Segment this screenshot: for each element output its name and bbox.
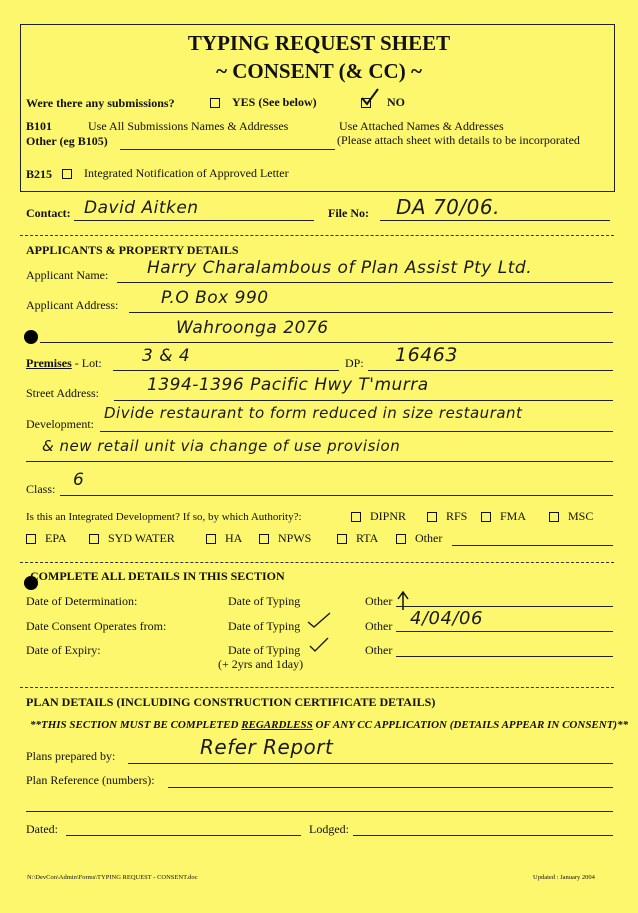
page-subtitle: ~ CONSENT (& CC) ~ (216, 59, 422, 83)
submissions-no-option[interactable] (361, 95, 405, 110)
other-field-1[interactable] (396, 606, 613, 607)
submissions-question: Were there any submissions? (26, 96, 175, 110)
street-address-value: 1394-1396 Pacific Hwy T'murra (147, 375, 429, 395)
authority-label: DIPNR (370, 509, 407, 523)
development-value-2: & new retail unit via change of use provision (42, 437, 401, 455)
authority-checkbox[interactable] (351, 512, 361, 522)
class-field[interactable] (60, 495, 613, 496)
authority-checkbox[interactable] (89, 534, 99, 544)
authority-checkbox[interactable] (337, 534, 347, 544)
yes-label: YES (See below) (232, 95, 317, 109)
arrow-up-icon (395, 590, 411, 612)
file-no-field[interactable] (380, 220, 610, 221)
plan-reference-label: Plan Reference (numbers): (26, 773, 155, 787)
applicant-address-value-2: Wahroonga 2076 (176, 318, 329, 338)
applicant-address-field[interactable] (129, 312, 613, 313)
plan-notice (30, 719, 628, 731)
authority-msc[interactable] (549, 509, 593, 524)
tick-icon (308, 636, 330, 654)
applicant-name-label: Applicant Name: (26, 268, 109, 282)
lot-label: - Lot: (74, 356, 102, 370)
details-section-title: COMPLETE ALL DETAILS IN THIS SECTION (30, 569, 285, 583)
file-no-value: DA 70/06. (396, 195, 500, 219)
authority-label: RTA (356, 531, 379, 545)
section-divider (20, 562, 614, 563)
authority-label: SYD WATER (108, 531, 175, 545)
street-address-field[interactable] (114, 400, 613, 401)
typing-label-2: Date of Typing (228, 619, 301, 633)
section-divider (20, 687, 614, 688)
applicants-section-title: APPLICANTS & PROPERTY DETAILS (26, 243, 239, 257)
page-title: TYPING REQUEST SHEET (187, 31, 451, 55)
other-label-2: Other (365, 619, 393, 633)
b215-option[interactable] (62, 166, 289, 181)
other-field-3[interactable] (396, 656, 613, 657)
development-label: Development: (26, 417, 94, 431)
lot-value: 3 & 4 (142, 346, 191, 366)
authority-epa[interactable] (26, 531, 67, 546)
b215-code: B215 (26, 167, 53, 181)
authority-checkbox[interactable] (206, 534, 216, 544)
footer-path: N:\DevCon\Admin\Forms\TYPING REQUEST - CONSENT.doc (27, 874, 198, 881)
integrated-question: Is this an Integrated Development? If so, by which Authority?: (26, 511, 302, 523)
no-label: NO (387, 95, 405, 109)
plan-reference-field-2[interactable] (26, 811, 613, 812)
authority-npws[interactable] (259, 531, 311, 546)
premises-label: Premises (26, 356, 72, 370)
development-value: Divide restaurant to form reduced in size restaurant (104, 404, 523, 422)
submissions-yes-option[interactable] (210, 95, 317, 110)
contact-field[interactable] (74, 220, 314, 221)
lot-field[interactable] (113, 370, 339, 371)
authority-label: FMA (500, 509, 527, 523)
lodged-label: Lodged: (309, 822, 349, 836)
typing-note: (+ 2yrs and 1day) (218, 657, 304, 671)
attached-line1: Use Attached Names & Addresses (339, 119, 504, 133)
punch-hole-mark (24, 330, 38, 344)
plan-notice-post: OF ANY CC APPLICATION (DETAILS APPEAR IN CONSENT)** (315, 719, 629, 731)
development-field-2[interactable] (26, 461, 613, 462)
authority-label: HA (225, 531, 243, 545)
determination-label: Date of Determination: (26, 594, 138, 608)
authority-checkbox[interactable] (396, 534, 406, 544)
attached-line2: (Please attach sheet with details to be incorporated (337, 133, 580, 147)
authority-checkbox[interactable] (427, 512, 437, 522)
expiry-label: Date of Expiry: (26, 643, 101, 657)
other-value-2: 4/04/06 (410, 608, 483, 629)
plan-reference-field[interactable] (168, 787, 613, 788)
lodged-field[interactable] (353, 835, 613, 836)
class-label: Class: (26, 482, 56, 496)
dp-value: 16463 (395, 344, 458, 366)
authority-rfs[interactable] (427, 509, 467, 524)
street-address-label: Street Address: (26, 386, 99, 400)
dated-label: Dated: (26, 822, 58, 836)
footer-updated: Updated : January 2004 (533, 874, 595, 881)
plans-prepared-field[interactable] (128, 763, 613, 764)
authority-label: NPWS (278, 531, 312, 545)
class-value: 6 (73, 470, 85, 490)
yes-checkbox[interactable] (210, 98, 220, 108)
applicant-name-field[interactable] (117, 282, 613, 283)
authority-label: Other (415, 531, 443, 545)
applicant-name-value: Harry Charalambous of Plan Assist Pty Ltd. (147, 258, 533, 278)
plans-prepared-value: Refer Report (200, 735, 334, 759)
development-field[interactable] (100, 431, 613, 432)
plan-section-title: PLAN DETAILS (INCLUDING CONSTRUCTION CERTIFICATE DETAILS) (26, 695, 436, 709)
tick-icon (306, 610, 332, 630)
authority-checkbox[interactable] (26, 534, 36, 544)
section-divider (20, 235, 614, 236)
check-mark-icon (360, 87, 380, 107)
authority-dipnr[interactable] (351, 509, 406, 524)
contact-value: David Aitken (84, 198, 199, 218)
other-field[interactable] (120, 149, 335, 150)
authority-rta[interactable] (337, 531, 378, 546)
dp-field[interactable] (368, 370, 613, 371)
authority-checkbox[interactable] (259, 534, 269, 544)
file-no-label: File No: (328, 206, 369, 220)
b215-text: Integrated Notification of Approved Letter (84, 166, 289, 180)
authority-checkbox[interactable] (549, 512, 559, 522)
authority-fma[interactable] (481, 509, 526, 524)
dated-field[interactable] (66, 835, 301, 836)
typing-label-1: Date of Typing (228, 594, 301, 608)
other-label-3: Other (365, 643, 393, 657)
authority-ha[interactable] (206, 531, 242, 546)
authority-other-field[interactable] (452, 545, 613, 546)
contact-label: Contact: (26, 206, 71, 220)
applicant-address-value: P.O Box 990 (161, 288, 269, 308)
plan-notice-pre: **THIS SECTION MUST BE COMPLETED (30, 719, 239, 731)
premises-row (26, 356, 102, 371)
authority-label: RFS (446, 509, 468, 523)
b101-text: Use All Submissions Names & Addresses (88, 119, 289, 133)
dp-label: DP: (345, 356, 364, 370)
other-field-2[interactable] (396, 631, 613, 632)
no-checkbox[interactable] (361, 98, 371, 108)
other-label-1: Other (365, 594, 393, 608)
plan-notice-regardless: REGARDLESS (241, 719, 313, 731)
authority-checkbox[interactable] (481, 512, 491, 522)
typing-label-3: Date of Typing (228, 643, 301, 657)
operates-label: Date Consent Operates from: (26, 619, 167, 633)
applicant-address-label: Applicant Address: (26, 298, 119, 312)
authority-label: EPA (45, 531, 67, 545)
b215-checkbox[interactable] (62, 169, 72, 179)
plans-prepared-label: Plans prepared by: (26, 749, 116, 763)
authority-syd-water[interactable] (89, 531, 175, 546)
other-label: Other (eg B105) (26, 134, 108, 148)
b101-code: B101 (26, 119, 53, 133)
authority-label: MSC (568, 509, 594, 523)
applicant-address-field-2[interactable] (40, 342, 613, 343)
authority-other[interactable] (396, 531, 442, 546)
